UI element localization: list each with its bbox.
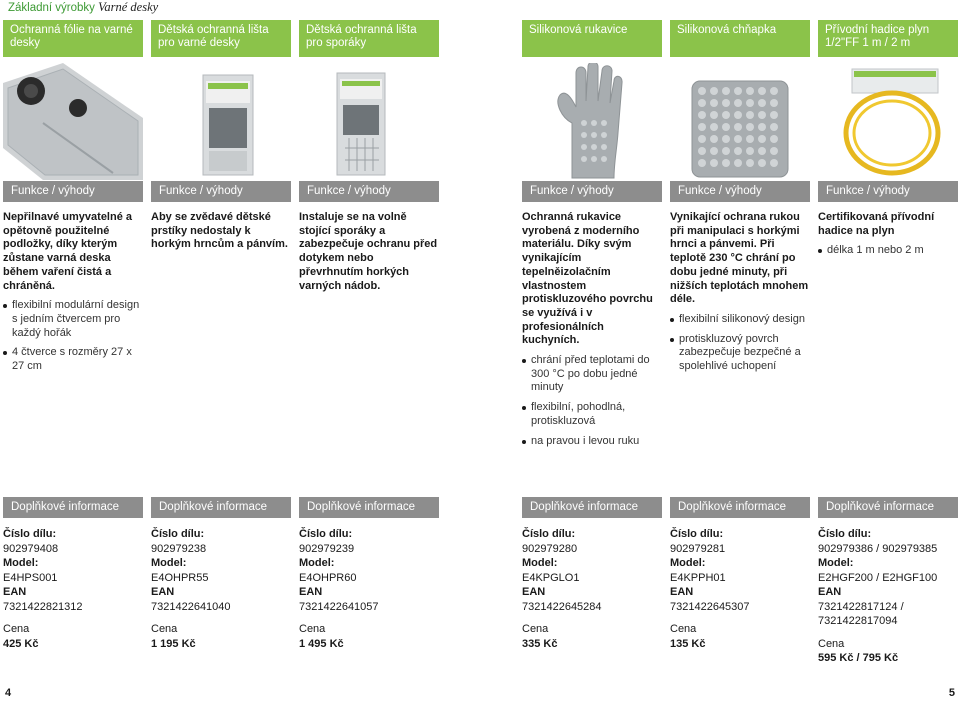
description-text: Ochranná rukavice vyrobená z moderního materiálu. Díky svým vynikajícím tepelněizolačním vlastnostem protiskluzového povrchu se využívá i v profesionálních kuchyních.: [522, 211, 653, 347]
price-label: Cena: [818, 637, 845, 650]
description-text: Aby se zvědavé dětské prstíky nedostaly k horkým hrncům a pánvím.: [151, 211, 288, 251]
part-number: 902979386 / 902979385: [818, 542, 938, 555]
features-bar: Funkce / výhody: [151, 181, 291, 202]
info-bar: Doplňkové informace: [818, 497, 958, 518]
info-bar: Doplňkové informace: [3, 497, 143, 518]
ean-label: EAN: [3, 586, 27, 598]
product-column: [670, 20, 810, 380]
part-label: Číslo dílu:: [151, 528, 205, 540]
features-bar: Funkce / výhody: [818, 181, 958, 202]
ean-label: EAN: [522, 586, 546, 598]
part-number: 902979281: [670, 542, 726, 555]
feature-item: flexibilní silikonový design: [670, 313, 810, 327]
description-text: Nepřilnavé umyvatelné a opětovně použitelné podložky, díky kterým zůstane varná deska během vaření čistá a chráněná.: [3, 211, 133, 292]
section-title: Základní výrobky: [8, 2, 95, 14]
product-image: [151, 63, 291, 180]
feature-item: chrání před teplotami do 300 °C po dobu jedné minuty: [522, 354, 662, 395]
product-column: [3, 20, 143, 380]
model-value: E4OHPR55: [151, 571, 209, 584]
product-image: [3, 63, 143, 180]
ean-value: 7321422645307: [670, 600, 750, 613]
info-values: [670, 518, 810, 651]
feature-item: protiskluzový povrch zabezpečuje bezpečné a spolehlivé uchopení: [670, 333, 810, 374]
product-image: [670, 63, 810, 180]
info-bar: Doplňkové informace: [151, 497, 291, 518]
price-label: Cena: [151, 623, 178, 635]
feature-list: [818, 244, 958, 258]
feature-list: [3, 299, 143, 374]
part-number: 902979280: [522, 542, 578, 555]
product-image: [522, 63, 662, 180]
product-column: [151, 20, 291, 252]
model-label: Model:: [299, 557, 335, 569]
feature-item: délka 1 m nebo 2 m: [818, 244, 958, 258]
info-block: [818, 497, 958, 666]
price-value: 1 495 Kč: [299, 637, 344, 650]
product-description: [299, 202, 439, 293]
model-label: Model:: [818, 557, 854, 569]
ean-label: EAN: [670, 586, 694, 598]
page-number-left: 4: [5, 687, 12, 699]
feature-item: flexibilní, pohodlná, protiskluzová: [522, 401, 662, 428]
info-block: [3, 497, 143, 651]
info-bar: Doplňkové informace: [522, 497, 662, 518]
description-text: Certifikovaná přívodní hadice na plyn: [818, 211, 935, 237]
price-label: Cena: [299, 623, 326, 635]
price-value: 1 195 Kč: [151, 637, 196, 650]
product-description: [670, 202, 810, 374]
product-name: Silikonová rukavice: [522, 20, 662, 57]
product-description: [522, 202, 662, 448]
price-value: 595 Kč / 795 Kč: [818, 652, 899, 664]
product-image: [299, 63, 439, 180]
model-value: E4OHPR60: [299, 571, 357, 584]
part-number: 902979408: [3, 542, 59, 555]
price-value: 135 Kč: [670, 637, 706, 650]
price-value: 335 Kč: [522, 637, 558, 650]
product-column: [522, 20, 662, 454]
info-values: [151, 518, 291, 651]
features-bar: Funkce / výhody: [3, 181, 143, 202]
product-name: Dětská ochranná lišta pro sporáky: [299, 20, 439, 57]
product-description: [151, 202, 291, 252]
product-name: Ochranná fólie na varné desky: [3, 20, 143, 57]
info-bar: Doplňkové informace: [670, 497, 810, 518]
feature-item: na pravou i levou ruku: [522, 435, 662, 449]
part-label: Číslo dílu:: [670, 528, 724, 540]
feature-list: [522, 354, 662, 448]
model-label: Model:: [151, 557, 187, 569]
category-title: Varné desky: [98, 0, 159, 14]
product-column: [818, 20, 958, 264]
price-value: 425 Kč: [3, 637, 39, 650]
model-value: E4HPS001: [3, 571, 58, 584]
part-label: Číslo dílu:: [818, 528, 872, 540]
price-label: Cena: [522, 623, 549, 635]
ean-value: 7321422645284: [522, 600, 602, 613]
page-header: [8, 0, 158, 15]
info-values: [3, 518, 143, 651]
ean-value: 7321422817124 / 7321422817094: [818, 600, 904, 627]
features-bar: Funkce / výhody: [522, 181, 662, 202]
feature-item: flexibilní modulární design s jedním čtvercem pro každý hořák: [3, 299, 143, 340]
model-value: E4KPPH01: [670, 571, 726, 584]
info-values: [299, 518, 439, 651]
part-number: 902979239: [299, 542, 355, 555]
info-block: [299, 497, 439, 651]
feature-item: 4 čtverce s rozměry 27 x 27 cm: [3, 346, 143, 373]
model-value: E2HGF200 / E2HGF100: [818, 571, 938, 584]
info-block: [151, 497, 291, 651]
info-block: [670, 497, 810, 651]
ean-label: EAN: [299, 586, 323, 598]
description-text: Vynikající ochrana rukou při manipulaci s horkými hrnci a pánvemi. Při teplotě 230 °C chrání po dobu jedné minuty, při nižších teplotách mnohem déle.: [670, 211, 809, 306]
info-values: [818, 518, 958, 666]
part-label: Číslo dílu:: [299, 528, 353, 540]
ean-value: 7321422641057: [299, 600, 379, 613]
ean-value: 7321422641040: [151, 600, 231, 613]
model-label: Model:: [670, 557, 706, 569]
product-name: Dětská ochranná lišta pro varné desky: [151, 20, 291, 57]
model-value: E4KPGLO1: [522, 571, 580, 584]
feature-list: [670, 313, 810, 374]
model-label: Model:: [3, 557, 39, 569]
product-description: [3, 202, 143, 374]
product-name: Přívodní hadice plyn 1/2"FF 1 m / 2 m: [818, 20, 958, 57]
part-label: Číslo dílu:: [522, 528, 576, 540]
features-bar: Funkce / výhody: [299, 181, 439, 202]
product-description: [818, 202, 958, 258]
info-block: [522, 497, 662, 651]
info-bar: Doplňkové informace: [299, 497, 439, 518]
price-label: Cena: [3, 623, 30, 635]
price-label: Cena: [670, 623, 697, 635]
page-number-right: 5: [948, 687, 955, 699]
ean-label: EAN: [151, 586, 175, 598]
product-image: [818, 63, 958, 180]
part-label: Číslo dílu:: [3, 528, 57, 540]
ean-label: EAN: [818, 586, 842, 598]
info-values: [522, 518, 662, 651]
description-text: Instaluje se na volně stojící sporáky a zabezpečuje ochranu před dotykem nebo převrhnutím horkých varných nádob.: [299, 211, 438, 292]
ean-value: 7321422821312: [3, 600, 83, 613]
features-bar: Funkce / výhody: [670, 181, 810, 202]
product-name: Silikonová chňapka: [670, 20, 810, 57]
part-number: 902979238: [151, 542, 207, 555]
product-column: [299, 20, 439, 293]
model-label: Model:: [522, 557, 558, 569]
